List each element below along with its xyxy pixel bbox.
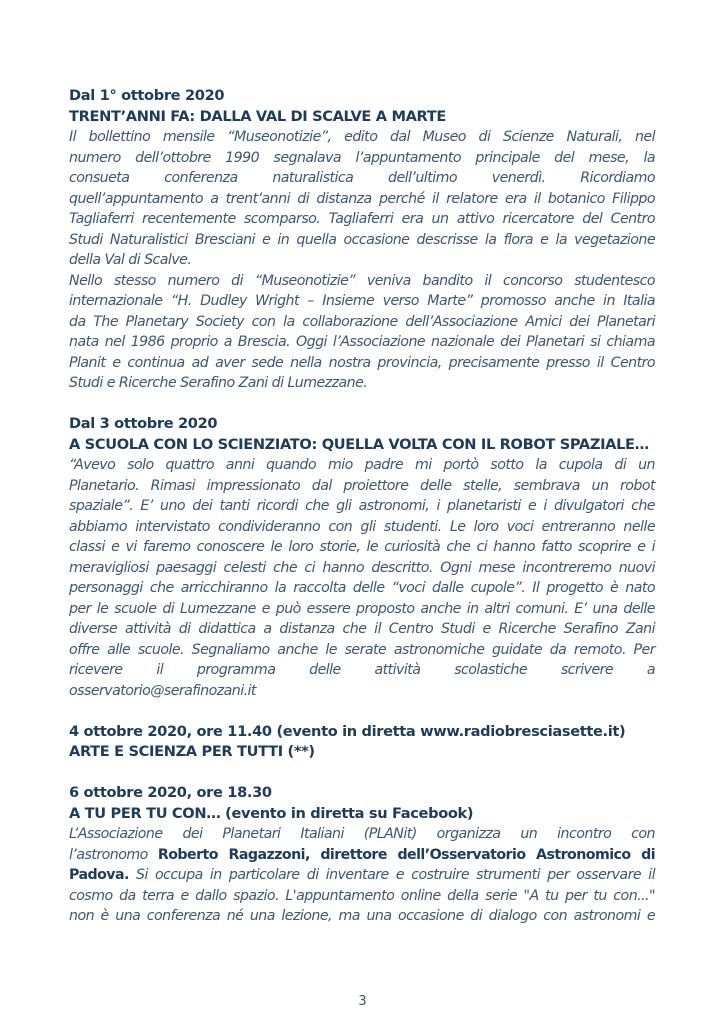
event-date: 4 ottobre 2020, ore 11.40 (evento in diretta www.radiobresciasette.it) bbox=[69, 722, 626, 740]
body-line: meravigliosi paesaggi celesti che ci hanno descritto. Ogni mese incontreremo nuovi bbox=[69, 559, 655, 576]
body-line: personaggi che arricchiranno la raccolta delle “voci dalle cupole”. Il progetto è nato bbox=[69, 580, 655, 596]
body-text: Si occupa in particolare di inventare e costruire strumenti per osservare il bbox=[128, 867, 655, 883]
body-line: non è una conferenza né una lezione, ma una occasione di dialogo con astronomi e bbox=[69, 908, 655, 924]
event-section-arte-scienza bbox=[69, 722, 655, 763]
body-line: “Avevo solo quattro anni quando mio padre mi portò sotto la cupola di un bbox=[69, 457, 655, 473]
body-line: Planetario. Rimasi impressionato dal proiettore delle stelle, sembrava un robot bbox=[69, 477, 655, 494]
body-line: Studi Naturalistici Bresciani e in quella occasione descrisse la flora e la vegetazione bbox=[69, 231, 655, 248]
body-line: nata nel 1986 proprio a Brescia. Oggi l’Associazione nazionale dei Planetari si chiama bbox=[69, 334, 655, 350]
body-text: l’astronomo bbox=[69, 846, 158, 863]
body-line: L’Associazione dei Planetari Italiani (PLANit) organizza un incontro con bbox=[69, 826, 655, 842]
event-section-a-tu-per-tu bbox=[69, 783, 655, 927]
body-line: consueta conferenza naturalistica dell’ultimo venerdì. Ricordiamo bbox=[69, 170, 655, 186]
body-line: cosmo da terra e dallo spazio. L'appuntamento online della serie "A tu per tu con..." bbox=[69, 887, 655, 904]
body-line: Studi e Ricerche Serafino Zani di Lumezzane. bbox=[69, 375, 368, 391]
event-title: A TU PER TU CON… (evento in diretta su Facebook) bbox=[69, 804, 474, 822]
document-page bbox=[69, 86, 655, 947]
body-line: Il bollettino mensile “Museonotizie”, edito dal Museo di Scienze Naturali, nel bbox=[69, 129, 655, 145]
body-line: quell’appuntamento a trent’anni di distanza perché il relatore era il botanico Filippo bbox=[69, 190, 655, 207]
body-line: Planit e continua ad aver sede nella nostra provincia, precisamente presso il Centro bbox=[69, 354, 655, 371]
page-number: 3 bbox=[358, 994, 367, 1009]
body-line: classi e vi faremo conoscere le loro storie, le curiosità che ci hanno fatto scoprire e i bbox=[69, 539, 655, 555]
body-line: numero dell’ottobre 1990 segnalava l’appuntamento principale del mese, la bbox=[69, 149, 655, 166]
email-link[interactable]: osservatorio@serafinozani.it bbox=[69, 682, 256, 699]
event-date: Dal 3 ottobre 2020 bbox=[69, 415, 218, 432]
event-date: 6 ottobre 2020, ore 18.30 bbox=[69, 784, 272, 801]
body-line bbox=[69, 865, 655, 886]
event-title: TRENT’ANNI FA: DALLA VAL DI SCALVE A MARTE bbox=[69, 107, 447, 125]
body-line: per le scuole di Lumezzane e può essere proposto anche in altri comuni. E’ una delle bbox=[69, 600, 655, 617]
body-line: diverse attività di didattica a distanza che il Centro Studi e Ricerche Serafino Zani bbox=[69, 621, 655, 637]
body-line: abbiamo intervistato condivideranno con gli studenti. Le loro voci entreranno nelle bbox=[69, 518, 655, 535]
body-line: internazionale “H. Dudley Wright – Insieme verso Marte” promosso anche in Italia bbox=[69, 293, 655, 309]
body-line bbox=[69, 845, 655, 866]
event-section-trentanni bbox=[69, 86, 655, 394]
speaker-name: Roberto Ragazzoni, direttore dell’Osservatorio Astronomico di bbox=[157, 846, 656, 863]
body-line: Nello stesso numero di “Museonotizie” veniva bandito il concorso studentesco bbox=[69, 272, 655, 289]
event-title: A SCUOLA CON LO SCIENZIATO: QUELLA VOLTA CON IL ROBOT SPAZIALE… bbox=[69, 435, 649, 453]
body-line: della Val di Scalve. bbox=[69, 252, 192, 268]
body-line: da The Planetary Society con la collaborazione dell’Associazione Amici dei Planetari bbox=[69, 313, 655, 330]
body-line: ricevere il programma delle attività scolastiche scrivere a bbox=[69, 662, 655, 678]
event-date: Dal 1° ottobre 2020 bbox=[69, 87, 225, 104]
event-section-scuola bbox=[69, 414, 655, 701]
speaker-affiliation: Padova. bbox=[69, 867, 129, 883]
body-line: Tagliaferri recentemente scomparso. Tagliaferri era un attivo ricercatore del Centro bbox=[69, 211, 655, 227]
body-line: offre alle scuole. Segnaliamo anche le serate astronomiche guidate da remoto. Per bbox=[69, 641, 655, 658]
event-title: ARTE E SCIENZA PER TUTTI (**) bbox=[69, 743, 315, 760]
body-line: spaziale”. E’ uno dei tanti ricordi che gli astronomi, i planetaristi e i divulgatori che bbox=[69, 498, 655, 514]
